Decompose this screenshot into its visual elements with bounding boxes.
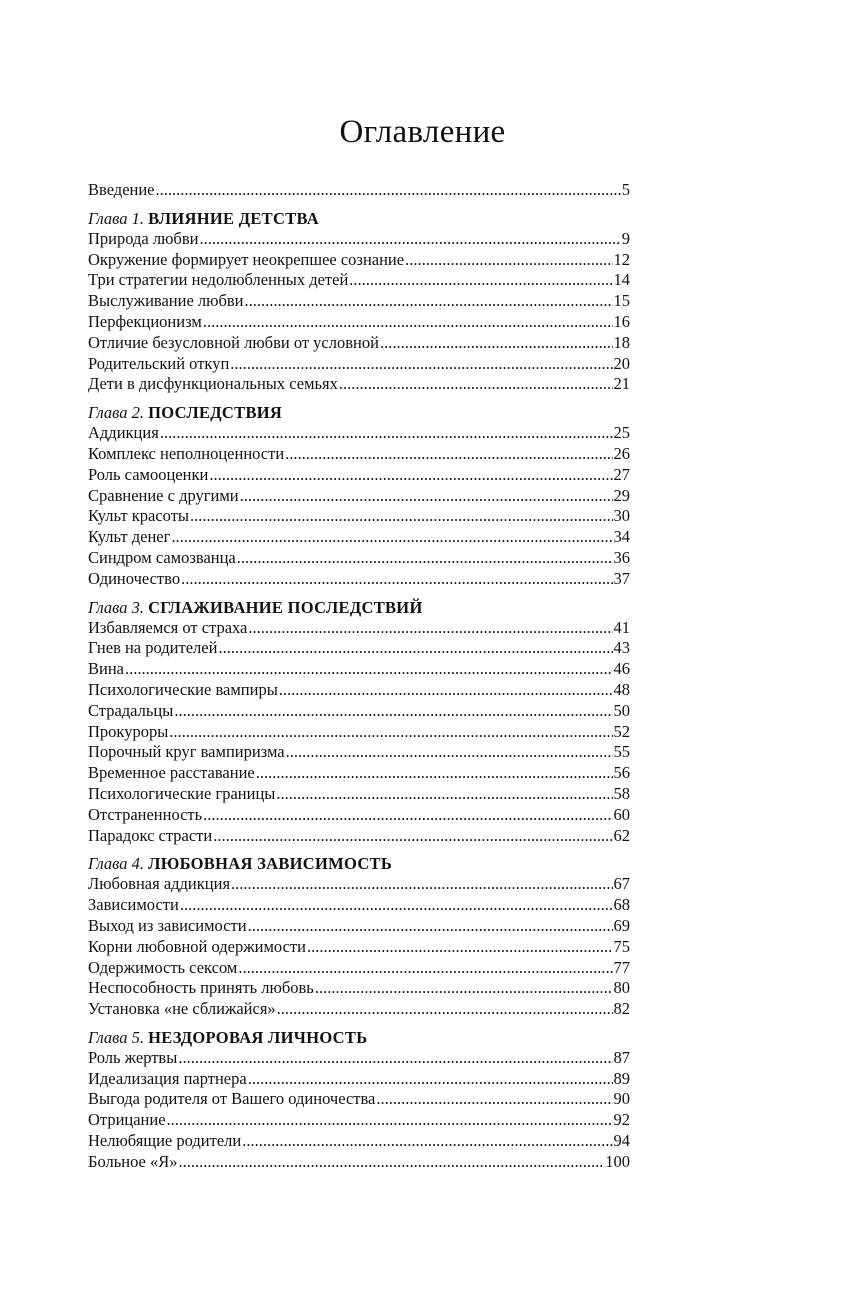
toc-leader-dots — [178, 1048, 612, 1069]
toc-entry-page: 77 — [613, 957, 630, 977]
toc-entry-title: Перфекционизм — [88, 311, 202, 331]
toc-chapter-heading — [88, 1027, 630, 1048]
toc-entry — [88, 569, 630, 590]
toc-entry-title: Роль самооценки — [88, 464, 209, 484]
toc-entry — [88, 444, 630, 465]
chapter-name: ЛЮБОВНАЯ ЗАВИСИМОСТЬ — [148, 854, 393, 874]
toc-entry-title: Отрицание — [88, 1110, 166, 1130]
toc-entry-page: 37 — [613, 568, 630, 588]
toc-entry — [88, 270, 630, 291]
toc-chapter-heading — [88, 402, 630, 423]
toc-entry-page: 60 — [613, 804, 630, 824]
toc-leader-dots — [242, 1131, 612, 1152]
toc-entry-page: 12 — [613, 249, 630, 269]
toc-leader-dots — [125, 659, 613, 680]
toc-entry-page: 29 — [613, 485, 630, 505]
toc-entry-title: Выслуживание любви — [88, 291, 244, 311]
toc-entry — [88, 548, 630, 569]
chapter-name: СГЛАЖИВАНИЕ ПОСЛЕДСТВИЙ — [148, 597, 423, 617]
toc-entry-title: Отстраненность — [88, 804, 203, 824]
toc-leader-dots — [169, 722, 612, 743]
toc-entry-page: 55 — [613, 742, 630, 762]
toc-entry-title: Введение — [88, 180, 155, 199]
toc-entry — [88, 1089, 630, 1110]
toc-entry — [88, 1152, 630, 1173]
toc-entry — [88, 826, 630, 847]
toc-entry — [88, 1110, 630, 1131]
toc-entry-page: 26 — [613, 443, 630, 463]
toc-entry — [88, 354, 630, 375]
toc-entry-title: Выход из зависимости — [88, 915, 247, 935]
toc-entry — [88, 763, 630, 784]
toc-leader-dots — [199, 229, 620, 250]
toc-entry — [88, 333, 630, 354]
toc-entry-page: 27 — [613, 464, 630, 484]
toc-leader-dots — [238, 958, 612, 979]
toc-leader-dots — [349, 270, 612, 291]
toc-entry — [88, 291, 630, 312]
toc-entry-title: Временное расставание — [88, 763, 255, 783]
toc-entry-page: 16 — [613, 311, 630, 331]
toc-entry-page: 43 — [613, 638, 630, 658]
toc-leader-dots — [181, 569, 612, 590]
toc-entry-page: 34 — [613, 527, 630, 547]
chapter-label: Глава 5. — [88, 1027, 144, 1047]
toc-entry-page: 80 — [613, 978, 630, 998]
toc-entry-page: 18 — [613, 332, 630, 352]
toc-entry — [88, 999, 630, 1020]
toc-entry — [88, 701, 630, 722]
toc-entry — [88, 374, 630, 395]
toc-entry-title: Природа любви — [88, 228, 199, 248]
toc-entry-page: 36 — [613, 547, 630, 567]
toc-entry — [88, 722, 630, 743]
toc-entry-title: Неспособность принять любовь — [88, 978, 314, 998]
chapter-name: ВЛИЯНИЕ ДЕТСТВА — [148, 208, 319, 228]
toc-entry — [88, 465, 630, 486]
toc-leader-dots — [230, 354, 612, 375]
toc-entry-title: Сравнение с другими — [88, 485, 239, 505]
toc-entry — [88, 742, 630, 763]
chapter-label: Глава 3. — [88, 597, 144, 617]
toc-entry — [88, 506, 630, 527]
toc-entry — [88, 229, 630, 250]
toc-entry-title: Установка «не сближайся» — [88, 999, 276, 1019]
toc-entry-page: 52 — [613, 721, 630, 741]
toc-leader-dots — [376, 1089, 612, 1110]
toc-entry — [88, 1048, 630, 1069]
toc-entry-page: 89 — [613, 1068, 630, 1088]
toc-leader-dots — [277, 999, 613, 1020]
toc-entry-title: Выгода родителя от Вашего одиночества — [88, 1089, 376, 1109]
chapter-label: Глава 4. — [88, 854, 144, 874]
toc-entry — [88, 312, 630, 333]
toc-leader-dots — [279, 680, 613, 701]
toc-entry-page: 87 — [613, 1047, 630, 1067]
toc-leader-dots — [307, 937, 613, 958]
toc-entry-title: Парадокс страсти — [88, 825, 213, 845]
toc-entry — [88, 805, 630, 826]
toc-entry-page: 100 — [605, 1151, 630, 1171]
toc-leader-dots — [167, 1110, 613, 1131]
toc-entry — [88, 916, 630, 937]
toc-entry — [88, 958, 630, 979]
toc-entry-title: Аддикция — [88, 423, 159, 443]
toc-entry-title: Прокуроры — [88, 721, 169, 741]
toc-entry-title: Три стратегии недолюбленных детей — [88, 270, 349, 290]
toc-leader-dots — [286, 742, 613, 763]
toc-entry-page: 94 — [613, 1131, 630, 1151]
toc-entry-title: Роль жертвы — [88, 1047, 178, 1067]
toc-leader-dots — [405, 250, 612, 271]
toc-leader-dots — [180, 895, 613, 916]
toc-leader-dots — [237, 548, 613, 569]
toc-leader-dots — [240, 486, 613, 507]
toc-entry-title: Одиночество — [88, 568, 181, 588]
toc-entry-page: 25 — [613, 423, 630, 443]
toc-entry — [88, 618, 630, 639]
toc-leader-dots — [231, 874, 612, 895]
toc-leader-dots — [179, 1152, 605, 1173]
toc-entry-intro — [88, 180, 630, 201]
toc-entry-title: Одержимость сексом — [88, 957, 238, 977]
toc-entry — [88, 527, 630, 548]
toc-entry — [88, 1131, 630, 1152]
toc-entry-page: 21 — [613, 374, 630, 394]
toc-entry-title: Комплекс неполноценности — [88, 443, 285, 463]
toc-entry-title: Гнев на родителей — [88, 638, 218, 658]
toc-entry-title: Страдальцы — [88, 700, 174, 720]
toc-leader-dots — [245, 291, 613, 312]
toc-leader-dots — [209, 465, 612, 486]
toc-leader-dots — [203, 805, 612, 826]
toc-entry-page: 58 — [613, 783, 630, 803]
toc-entry-page: 20 — [613, 353, 630, 373]
toc-entry-title: Отличие безусловной любви от условной — [88, 332, 379, 352]
toc-entry — [88, 680, 630, 701]
toc-entry — [88, 250, 630, 271]
toc-leader-dots — [174, 701, 612, 722]
chapter-name: ПОСЛЕДСТВИЯ — [148, 403, 283, 423]
toc-entry-title: Психологические вампиры — [88, 679, 278, 699]
chapter-name: НЕЗДОРОВАЯ ЛИЧНОСТЬ — [148, 1027, 368, 1047]
toc-entry — [88, 486, 630, 507]
toc-leader-dots — [156, 180, 621, 201]
toc-entry-title: Порочный круг вампиризма — [88, 742, 285, 762]
toc-leader-dots — [248, 916, 613, 937]
toc-entry — [88, 978, 630, 999]
toc-entry-page: 67 — [613, 874, 630, 894]
toc-entry — [88, 423, 630, 444]
toc-leader-dots — [171, 527, 612, 548]
toc-leader-dots — [315, 978, 613, 999]
toc-entry-page: 62 — [613, 825, 630, 845]
toc-entry — [88, 937, 630, 958]
toc-entry-title: Идеализация партнера — [88, 1068, 247, 1088]
toc-entry-title: Дети в дисфункциональных семьях — [88, 374, 338, 394]
toc-entry-title: Культ красоты — [88, 506, 189, 526]
toc-entry-page: 69 — [613, 915, 630, 935]
toc-entry-title: Культ денег — [88, 527, 171, 547]
toc-entry-page: 82 — [613, 999, 630, 1019]
toc-entry — [88, 638, 630, 659]
toc-leader-dots — [276, 784, 612, 805]
toc-chapter-heading — [88, 597, 630, 618]
toc-entry-page: 75 — [613, 936, 630, 956]
toc-entry — [88, 659, 630, 680]
toc-entry-page: 9 — [621, 228, 630, 248]
toc-leader-dots — [380, 333, 613, 354]
toc-entry-title: Больное «Я» — [88, 1151, 178, 1171]
toc-entry-title: Вина — [88, 659, 124, 679]
toc-entry-title: Окружение формирует неокрепшее сознание — [88, 249, 405, 269]
toc-chapter-heading — [88, 208, 630, 229]
chapter-label: Глава 2. — [88, 403, 144, 423]
toc-leader-dots — [256, 763, 613, 784]
toc-leader-dots — [248, 1069, 613, 1090]
toc-entry-title: Корни любовной одержимости — [88, 936, 306, 956]
toc-entry-title: Любовная аддикция — [88, 874, 231, 894]
toc-entry-page: 46 — [613, 659, 630, 679]
toc-leader-dots — [203, 312, 613, 333]
toc-entry-page: 41 — [613, 617, 630, 637]
toc-entry-title: Зависимости — [88, 895, 179, 915]
toc-entry-page: 5 — [621, 180, 630, 199]
toc-entry-page: 56 — [613, 763, 630, 783]
toc-entry-page: 15 — [613, 291, 630, 311]
toc-entry-page: 14 — [613, 270, 630, 290]
toc-entry-page: 68 — [613, 895, 630, 915]
toc-entry-page: 90 — [613, 1089, 630, 1109]
toc-entry — [88, 1069, 630, 1090]
chapter-label: Глава 1. — [88, 208, 144, 228]
toc-entry-title: Нелюбящие родители — [88, 1131, 242, 1151]
toc-leader-dots — [190, 506, 613, 527]
page-title: Оглавление — [339, 114, 506, 150]
toc-entry-page: 48 — [613, 679, 630, 699]
toc-entry-page: 92 — [613, 1110, 630, 1130]
toc-leader-dots — [339, 374, 613, 395]
toc-entry-title: Психологические границы — [88, 783, 276, 803]
toc-entry — [88, 874, 630, 895]
toc-entry-title: Избавляемся от страха — [88, 617, 248, 637]
toc-leader-dots — [285, 444, 612, 465]
toc-entry-page: 30 — [613, 506, 630, 526]
table-of-contents — [88, 180, 630, 1173]
toc-leader-dots — [160, 423, 613, 444]
toc-entry-title: Синдром самозванца — [88, 547, 236, 567]
toc-entry — [88, 895, 630, 916]
toc-entry — [88, 784, 630, 805]
toc-entry-title: Родительский откуп — [88, 353, 230, 373]
toc-leader-dots — [218, 638, 612, 659]
toc-leader-dots — [248, 618, 612, 639]
toc-chapter-heading — [88, 853, 630, 874]
toc-entry-page: 50 — [613, 700, 630, 720]
toc-leader-dots — [213, 826, 612, 847]
